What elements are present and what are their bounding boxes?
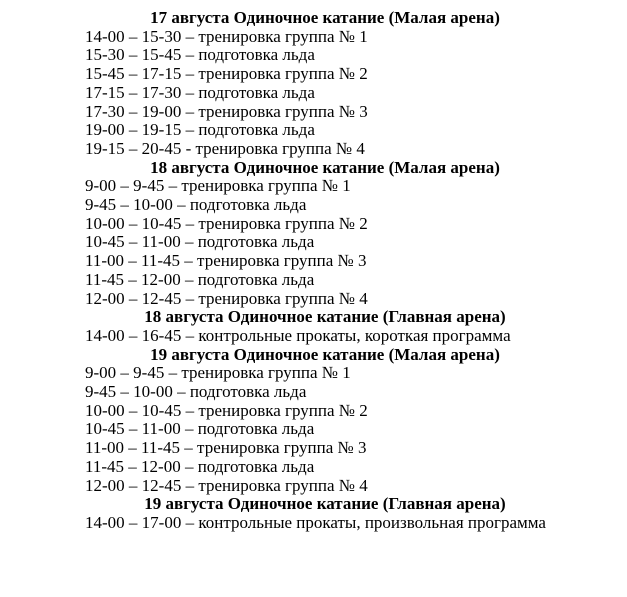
section-heading: 18 августа Одиночное катание (Малая арена) [150, 157, 500, 177]
schedule-line: 10-45 – 11-00 – подготовка льда [85, 419, 315, 439]
section-heading: 17 августа Одиночное катание (Малая арена) [150, 8, 500, 27]
schedule-line: 9-45 – 10-00 – подготовка льда [85, 382, 307, 402]
schedule-line: 10-45 – 11-00 – подготовка льда [85, 232, 315, 252]
section-heading: 19 августа Одиночное катание (Малая арена) [150, 344, 500, 364]
schedule-line: 9-00 – 9-45 – тренировка группа № 1 [85, 363, 351, 383]
schedule-line: 15-30 – 15-45 – подготовка льда [85, 45, 315, 65]
schedule-line: 10-00 – 10-45 – тренировка группа № 2 [85, 400, 368, 420]
schedule-line: 17-30 – 19-00 – тренировка группа № 3 [85, 101, 368, 121]
schedule-line: 12-00 – 12-45 – тренировка группа № 4 [85, 288, 368, 308]
schedule-line: 14-00 – 15-30 – тренировка группа № 1 [85, 26, 368, 46]
schedule-line: 11-00 – 11-45 – тренировка группа № 3 [85, 438, 367, 458]
schedule-line: 19-00 – 19-15 – подготовка льда [85, 120, 315, 140]
schedule-line: 14-00 – 17-00 – контрольные прокаты, произвольная программа [85, 512, 546, 532]
schedule-line: 12-00 – 12-45 – тренировка группа № 4 [85, 475, 368, 495]
schedule-line: 11-45 – 12-00 – подготовка льда [85, 456, 315, 476]
schedule-line: 11-00 – 11-45 – тренировка группа № 3 [85, 251, 367, 271]
schedule-line: 15-45 – 17-15 – тренировка группа № 2 [85, 64, 368, 84]
section-heading: 18 августа Одиночное катание (Главная арена) [144, 307, 506, 327]
section-heading: 19 августа Одиночное катание (Главная арена) [144, 494, 506, 514]
schedule-line: 17-15 – 17-30 – подготовка льда [85, 82, 315, 102]
schedule-line: 9-45 – 10-00 – подготовка льда [85, 195, 307, 215]
schedule-line: 14-00 – 16-45 – контрольные прокаты, короткая программа [85, 325, 511, 345]
schedule-line: 10-00 – 10-45 – тренировка группа № 2 [85, 213, 368, 233]
schedule-line: 11-45 – 12-00 – подготовка льда [85, 269, 315, 289]
schedule-line: 19-15 – 20-45 - тренировка группа № 4 [85, 138, 365, 158]
schedule-line: 9-00 – 9-45 – тренировка группа № 1 [85, 176, 351, 196]
